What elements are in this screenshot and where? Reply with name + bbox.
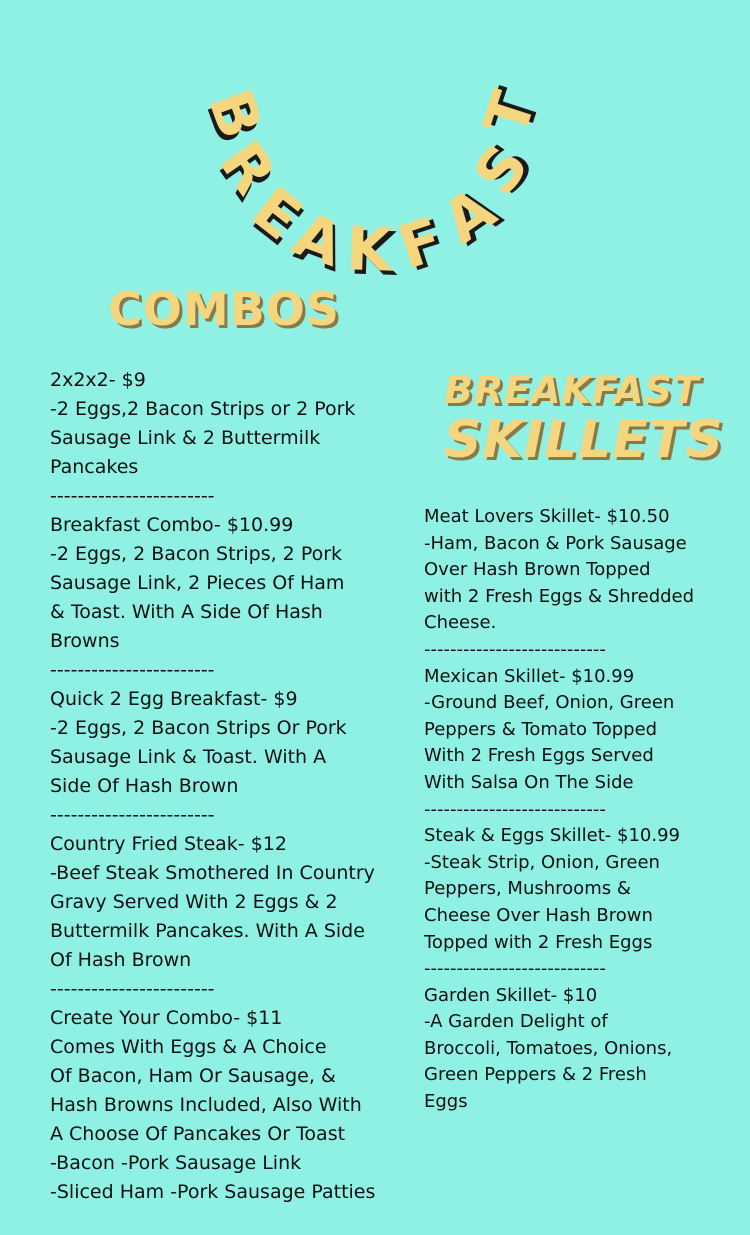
separator: ------------------------ [50, 485, 215, 507]
menu-item-line: -Bacon -Pork Sausage Link [50, 1152, 302, 1174]
menu-item [50, 685, 410, 801]
skillets-heading-line2: SKILLETS [444, 410, 724, 470]
menu-item-line: Side Of Hash Brown [50, 775, 239, 797]
menu-item-title: 2x2x2- $9 [50, 369, 146, 391]
menu-item-line: -2 Eggs,2 Bacon Strips or 2 Pork [50, 398, 356, 420]
menu-item-line: Peppers & Tomato Topped [424, 718, 658, 740]
menu-item-line: Gravy Served With 2 Eggs & 2 [50, 891, 338, 913]
title-letter: E [238, 173, 315, 255]
separator: ---------------------------- [424, 958, 606, 980]
menu-item-title: Breakfast Combo- $10.99 [50, 514, 294, 536]
menu-item-line: Cheese Over Hash Brown [424, 904, 653, 926]
menu-item-line: -2 Eggs, 2 Bacon Strips Or Pork [50, 717, 347, 739]
menu-item [424, 823, 724, 956]
title-letter: S [460, 132, 543, 208]
menu-item-line: Green Peppers & 2 Fresh [424, 1064, 647, 1086]
menu-item-line: With Salsa On The Side [424, 771, 634, 793]
menu-item-title: Mexican Skillet- $10.99 [424, 665, 635, 687]
menu-item [424, 504, 724, 637]
menu-item-line: with 2 Fresh Eggs & Shredded [424, 585, 695, 607]
skillets-list [424, 504, 724, 1116]
menu-item-title: Quick 2 Egg Breakfast- $9 [50, 688, 298, 710]
menu-item-title: Create Your Combo- $11 [50, 1007, 283, 1029]
breakfast-arc-title [0, 0, 750, 290]
separator: ------------------------ [50, 659, 215, 681]
skillets-heading-line1: BREAKFAST [444, 368, 700, 412]
combos-list [50, 366, 410, 1207]
menu-item-line: Sausage Link & 2 Buttermilk [50, 427, 321, 449]
menu-item-line: -Steak Strip, Onion, Green [424, 851, 660, 873]
menu-item-line: -A Garden Delight of [424, 1011, 608, 1033]
menu-item-line: -Ham, Bacon & Pork Sausage [424, 532, 687, 554]
title-letter: B [194, 80, 276, 148]
menu-item-line: Hash Browns Included, Also With [50, 1094, 362, 1116]
menu-item-line: A Choose Of Pancakes Or Toast [50, 1123, 346, 1145]
separator: ---------------------------- [424, 798, 606, 820]
separator: ------------------------ [50, 804, 215, 826]
menu-item [424, 664, 724, 797]
menu-item-title: Meat Lovers Skillet- $10.50 [424, 506, 670, 527]
combos-heading: COMBOS [108, 282, 340, 336]
menu-item-line: & Toast. With A Side Of Hash [50, 601, 323, 623]
menu-item-line: Comes With Eggs & A Choice [50, 1036, 327, 1058]
menu-item [50, 1004, 410, 1207]
menu-item [50, 830, 410, 975]
title-letter: K [344, 214, 394, 286]
menu-item [50, 511, 410, 656]
menu-item-line: Of Hash Brown [50, 949, 192, 971]
menu-item-line: -Beef Steak Smothered In Country [50, 862, 375, 884]
menu-item-line: Over Hash Brown Topped [424, 559, 651, 581]
menu-item-title: Country Fried Steak- $12 [50, 833, 287, 855]
separator: ---------------------------- [424, 638, 606, 660]
title-letter: A [430, 174, 509, 258]
title-letter: T [470, 83, 551, 145]
menu-item-line: With 2 Fresh Eggs Served [424, 745, 654, 767]
title-letter: F [390, 204, 451, 284]
menu-item-line: -Sliced Ham -Pork Sausage Patties [50, 1181, 376, 1203]
menu-item-line: Pancakes [50, 456, 139, 478]
menu-item-line: Broccoli, Tomatoes, Onions, [424, 1037, 673, 1059]
menu-item-line: Browns [50, 630, 120, 652]
menu-item-title: Steak & Eggs Skillet- $10.99 [424, 825, 680, 847]
menu-item-title: Garden Skillet- $10 [424, 984, 598, 1006]
menu-item-line: Buttermilk Pancakes. With A Side [50, 920, 365, 942]
title-letter: R [205, 129, 290, 207]
menu-item-line: Sausage Link & Toast. With A [50, 746, 327, 768]
menu-item-line: Eggs [424, 1091, 468, 1113]
title-letter: A [284, 199, 353, 281]
menu-item [50, 366, 410, 482]
menu-item-line: Cheese. [424, 612, 497, 634]
menu-item-line: Topped with 2 Fresh Eggs [424, 931, 653, 953]
menu-item-line: Of Bacon, Ham Or Sausage, & [50, 1065, 336, 1087]
menu-item-line: Sausage Link, 2 Pieces Of Ham [50, 572, 345, 594]
menu-item-line: Peppers, Mushrooms & [424, 878, 631, 900]
menu-item [424, 983, 724, 1116]
separator: ------------------------ [50, 978, 215, 1000]
menu-item-line: -Ground Beef, Onion, Green [424, 692, 675, 714]
menu-item-line: -2 Eggs, 2 Bacon Strips, 2 Pork [50, 543, 343, 565]
